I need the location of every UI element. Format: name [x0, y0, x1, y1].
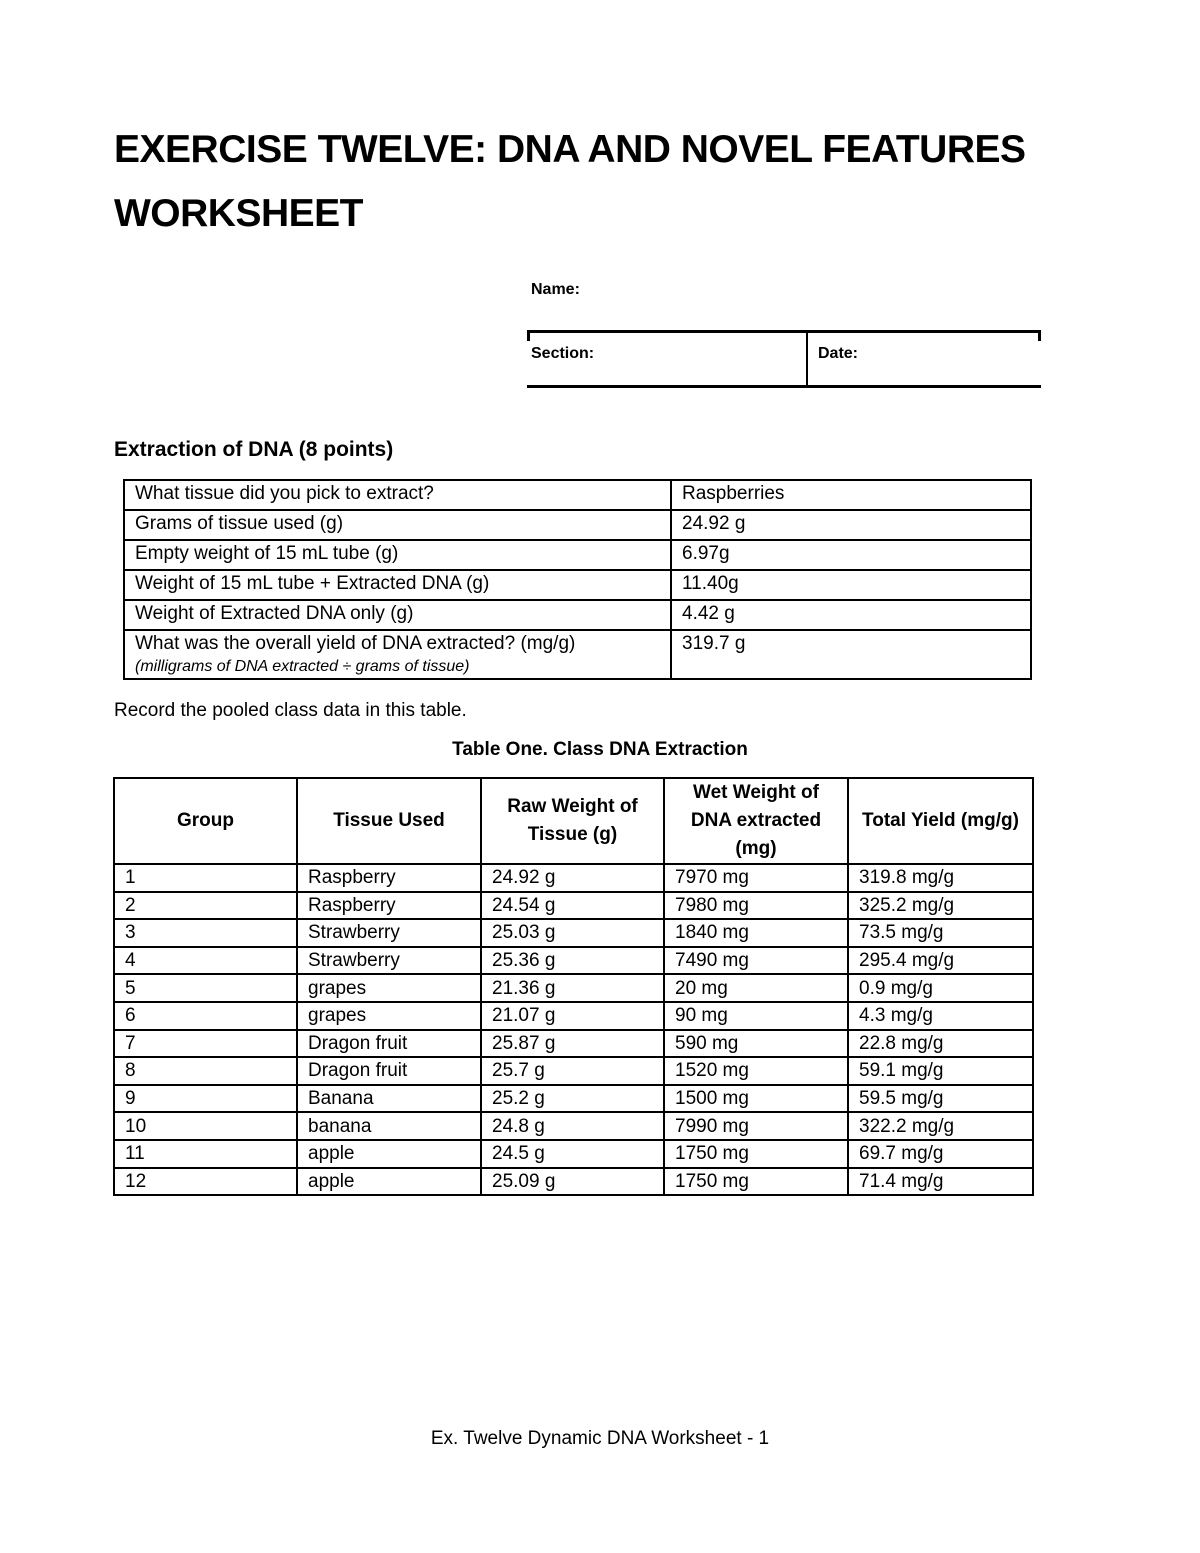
table-cell[interactable]: 3 — [114, 919, 297, 947]
extraction-row — [124, 570, 1031, 600]
extraction-heading: Extraction of DNA (8 points) — [114, 438, 394, 461]
table-cell[interactable]: 25.87 g — [481, 1030, 664, 1058]
name-label: Name: — [531, 281, 580, 298]
table-cell[interactable]: 24.8 g — [481, 1112, 664, 1140]
table-cell[interactable]: 295.4 mg/g — [848, 947, 1033, 975]
table-cell[interactable]: 1 — [114, 864, 297, 892]
table-cell[interactable]: 5 — [114, 974, 297, 1002]
field-tick-right — [1038, 330, 1041, 341]
table-cell[interactable]: 90 mg — [664, 1002, 848, 1030]
table-row — [114, 892, 1033, 920]
question-text: Grams of tissue used (g) — [135, 513, 344, 534]
table-cell[interactable]: 1750 mg — [664, 1168, 848, 1196]
question-text: What tissue did you pick to extract? — [135, 483, 434, 504]
table-cell[interactable]: 590 mg — [664, 1030, 848, 1058]
page-footer: Ex. Twelve Dynamic DNA Worksheet - 1 — [430, 1428, 770, 1449]
table-cell[interactable]: Raspberry — [297, 892, 481, 920]
table-row — [114, 864, 1033, 892]
table-cell[interactable]: 319.8 mg/g — [848, 864, 1033, 892]
table-cell[interactable]: 22.8 mg/g — [848, 1030, 1033, 1058]
table-row — [114, 1085, 1033, 1113]
extraction-question — [124, 630, 671, 679]
table-cell[interactable]: 7970 mg — [664, 864, 848, 892]
table-cell[interactable]: grapes — [297, 1002, 481, 1030]
column-header: Group — [114, 778, 297, 864]
table-cell[interactable]: 6 — [114, 1002, 297, 1030]
table-cell[interactable]: 24.54 g — [481, 892, 664, 920]
table-cell[interactable]: Dragon fruit — [297, 1057, 481, 1085]
table-cell[interactable]: 25.2 g — [481, 1085, 664, 1113]
extraction-question — [124, 480, 671, 510]
extraction-answer[interactable]: Raspberries — [671, 480, 1031, 510]
table-cell[interactable]: 24.5 g — [481, 1140, 664, 1168]
table-row — [114, 1140, 1033, 1168]
extraction-question — [124, 540, 671, 570]
table-cell[interactable]: 59.1 mg/g — [848, 1057, 1033, 1085]
table-cell[interactable]: 25.03 g — [481, 919, 664, 947]
table-cell[interactable]: grapes — [297, 974, 481, 1002]
table-row — [114, 1112, 1033, 1140]
table-cell[interactable]: 7490 mg — [664, 947, 848, 975]
table-cell[interactable]: 12 — [114, 1168, 297, 1196]
table-row — [114, 919, 1033, 947]
extraction-answer[interactable]: 6.97g — [671, 540, 1031, 570]
column-header: Wet Weight of DNA extracted (mg) — [664, 778, 848, 864]
extraction-answer[interactable]: 11.40g — [671, 570, 1031, 600]
section-label: Section: — [531, 345, 595, 362]
question-text: Weight of Extracted DNA only (g) — [135, 603, 414, 624]
table-cell[interactable]: Banana — [297, 1085, 481, 1113]
title-line-1: EXERCISE TWELVE: DNA AND NOVEL FEATURES — [114, 128, 1026, 171]
extraction-row — [124, 630, 1031, 679]
question-text: Empty weight of 15 mL tube (g) — [135, 543, 399, 564]
table-cell[interactable]: Strawberry — [297, 919, 481, 947]
table-cell[interactable]: Dragon fruit — [297, 1030, 481, 1058]
table-row — [114, 1168, 1033, 1196]
extraction-answer[interactable]: 319.7 g — [671, 630, 1031, 679]
extraction-table — [123, 479, 1032, 680]
table-cell[interactable]: 8 — [114, 1057, 297, 1085]
extraction-row — [124, 540, 1031, 570]
table-cell[interactable]: 4.3 mg/g — [848, 1002, 1033, 1030]
table-cell[interactable]: 20 mg — [664, 974, 848, 1002]
table-cell[interactable]: 1520 mg — [664, 1057, 848, 1085]
title-line-2: WORKSHEET — [114, 192, 363, 235]
column-header: Tissue Used — [297, 778, 481, 864]
extraction-row — [124, 600, 1031, 630]
table-cell[interactable]: 1750 mg — [664, 1140, 848, 1168]
field-tick-left — [527, 330, 530, 341]
column-header: Raw Weight of Tissue (g) — [481, 778, 664, 864]
table-cell[interactable]: 7 — [114, 1030, 297, 1058]
table-cell[interactable]: 73.5 mg/g — [848, 919, 1033, 947]
record-instruction: Record the pooled class data in this table. — [114, 700, 467, 721]
table-cell[interactable]: Raspberry — [297, 864, 481, 892]
table-cell[interactable]: apple — [297, 1168, 481, 1196]
table-cell[interactable]: 1500 mg — [664, 1085, 848, 1113]
table-row — [114, 1002, 1033, 1030]
table-cell[interactable]: 0.9 mg/g — [848, 974, 1033, 1002]
page-title — [114, 118, 1074, 246]
date-label: Date: — [818, 345, 859, 362]
table-cell[interactable]: 322.2 mg/g — [848, 1112, 1033, 1140]
table-cell[interactable]: 25.09 g — [481, 1168, 664, 1196]
extraction-row — [124, 480, 1031, 510]
table-row — [114, 1030, 1033, 1058]
table-cell[interactable]: 7990 mg — [664, 1112, 848, 1140]
table-cell[interactable]: 11 — [114, 1140, 297, 1168]
table-cell[interactable]: 59.5 mg/g — [848, 1085, 1033, 1113]
extraction-question — [124, 570, 671, 600]
question-text: What was the overall yield of DNA extracted? (mg/g) — [135, 633, 576, 654]
question-text: Weight of 15 mL tube + Extracted DNA (g) — [135, 573, 490, 594]
extraction-answer[interactable]: 24.92 g — [671, 510, 1031, 540]
table-cell[interactable]: 71.4 mg/g — [848, 1168, 1033, 1196]
extraction-question — [124, 600, 671, 630]
table-cell[interactable]: apple — [297, 1140, 481, 1168]
table-cell[interactable]: 1840 mg — [664, 919, 848, 947]
column-header: Total Yield (mg/g) — [848, 778, 1033, 864]
table-cell[interactable]: 2 — [114, 892, 297, 920]
table-cell[interactable]: 24.92 g — [481, 864, 664, 892]
table-cell[interactable]: 4 — [114, 947, 297, 975]
question-note: (milligrams of DNA extracted ÷ grams of tissue) — [135, 658, 470, 675]
table-cell[interactable]: 25.36 g — [481, 947, 664, 975]
table-cell[interactable]: 21.07 g — [481, 1002, 664, 1030]
table-cell[interactable]: 7980 mg — [664, 892, 848, 920]
class-data-table — [113, 777, 1034, 1196]
table-cell[interactable]: banana — [297, 1112, 481, 1140]
table-cell[interactable]: Strawberry — [297, 947, 481, 975]
table-cell[interactable]: 325.2 mg/g — [848, 892, 1033, 920]
table-caption: Table One. Class DNA Extraction — [452, 739, 748, 760]
section-date-field[interactable] — [527, 330, 1041, 388]
table-cell[interactable]: 9 — [114, 1085, 297, 1113]
extraction-row — [124, 510, 1031, 540]
table-cell[interactable]: 25.7 g — [481, 1057, 664, 1085]
table-row — [114, 947, 1033, 975]
extraction-question — [124, 510, 671, 540]
table-cell[interactable]: 21.36 g — [481, 974, 664, 1002]
field-divider — [806, 330, 808, 388]
table-cell[interactable]: 10 — [114, 1112, 297, 1140]
table-row — [114, 974, 1033, 1002]
table-cell[interactable]: 69.7 mg/g — [848, 1140, 1033, 1168]
extraction-answer[interactable]: 4.42 g — [671, 600, 1031, 630]
table-row — [114, 1057, 1033, 1085]
